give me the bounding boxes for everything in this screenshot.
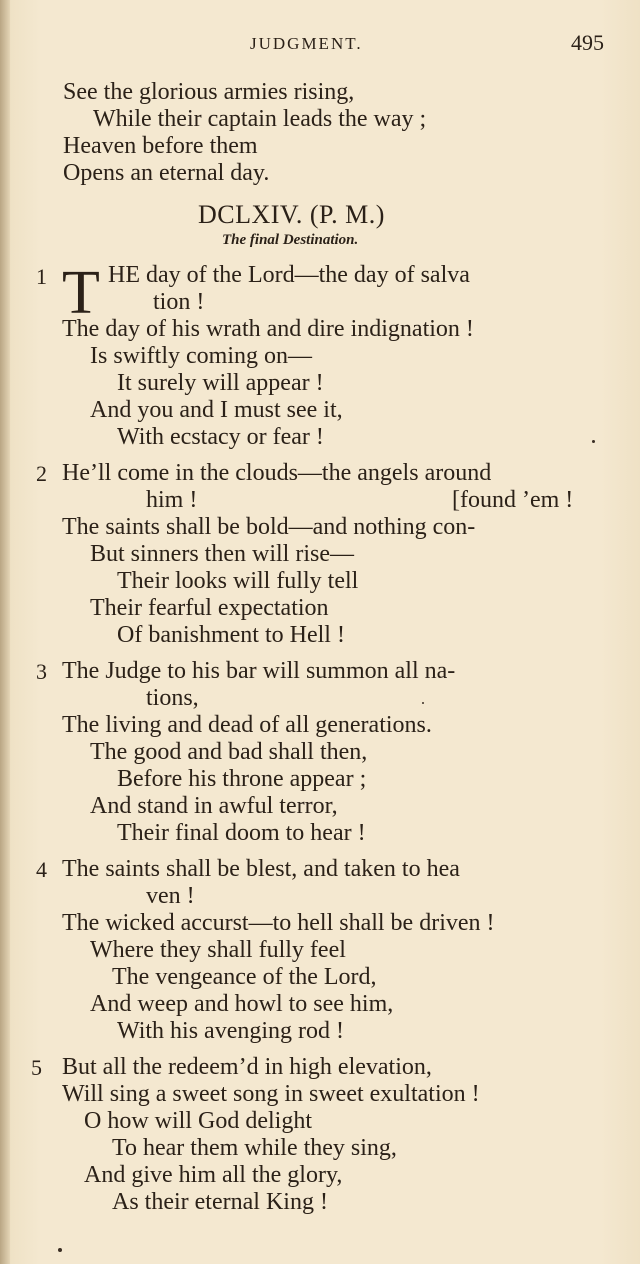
verse-line: [found ’em !	[452, 487, 574, 513]
prev-hymn-line: Heaven before them	[63, 133, 258, 159]
verse-line: To hear them while they sing,	[112, 1135, 397, 1161]
verse-line: It surely will appear !	[117, 370, 324, 396]
verse-line: And stand in awful terror,	[90, 793, 338, 819]
verse-line: Their fearful expectation	[90, 595, 329, 621]
verse-line: Where they shall fully feel	[90, 937, 346, 963]
verse-line: But sinners then will rise—	[90, 541, 354, 567]
verse-line: The vengeance of the Lord,	[112, 964, 377, 990]
verse-line: Before his throne appear ;	[117, 766, 367, 792]
verse-line: He’ll come in the clouds—the angels around	[62, 460, 492, 486]
verse-line: him !	[146, 487, 198, 513]
verse-line: ven !	[146, 883, 195, 909]
verse-line: With ecstacy or fear !	[117, 424, 324, 450]
verse-line: And you and I must see it,	[90, 397, 343, 423]
verse-line: The wicked accurst—to hell shall be driven !	[62, 910, 495, 936]
verse-line: And weep and howl to see him,	[90, 991, 394, 1017]
stanza-number: 2	[36, 461, 47, 486]
verse-line: The good and bad shall then,	[90, 739, 368, 765]
stanza-number: 5	[31, 1055, 42, 1080]
verse-line: Of banishment to Hell !	[117, 622, 345, 648]
page-gutter	[0, 0, 10, 1264]
verse-line: The Judge to his bar will summon all na-	[62, 658, 456, 684]
ink-speck	[58, 1248, 62, 1252]
stanza-number: 4	[36, 857, 47, 882]
verse-line: With his avenging rod !	[117, 1018, 344, 1044]
hymn-subtitle: The final Destination.	[222, 232, 359, 248]
verse-line: The living and dead of all generations.	[62, 712, 432, 738]
verse-line: The saints shall be blest, and taken to hea	[62, 856, 460, 882]
prev-hymn-line: While their captain leads the way ;	[93, 106, 427, 132]
stanza-number: 1	[36, 264, 47, 289]
verse-line: The saints shall be bold—and nothing con-	[62, 514, 476, 540]
stanza-number: 3	[36, 659, 47, 684]
verse-line: HE day of the Lord—the day of salva	[108, 262, 470, 288]
verse-line: But all the redeem’d in high elevation,	[62, 1054, 432, 1080]
verse-line: Is swiftly coming on—	[90, 343, 312, 369]
page-number: 495	[571, 30, 604, 55]
verse-line: As their eternal King !	[112, 1189, 328, 1215]
hymn-number: DCLXIV. (P. M.)	[198, 200, 385, 229]
verse-line: O how will God delight	[84, 1108, 312, 1134]
verse-line: Will sing a sweet song in sweet exultation !	[62, 1081, 480, 1107]
verse-line: Their looks will fully tell	[117, 568, 359, 594]
ink-speck	[592, 440, 595, 443]
verse-line: The day of his wrath and dire indignation !	[62, 316, 474, 342]
verse-line: tions,	[146, 685, 199, 711]
verse-line: Their final doom to hear !	[117, 820, 366, 846]
verse-line: tion !	[153, 289, 205, 315]
ink-speck	[422, 702, 424, 704]
prev-hymn-line: Opens an eternal day.	[63, 160, 270, 186]
prev-hymn-line: See the glorious armies rising,	[63, 79, 355, 105]
drop-cap: T	[62, 259, 100, 327]
verse-line: And give him all the glory,	[84, 1162, 343, 1188]
running-title: JUDGMENT.	[250, 34, 363, 53]
